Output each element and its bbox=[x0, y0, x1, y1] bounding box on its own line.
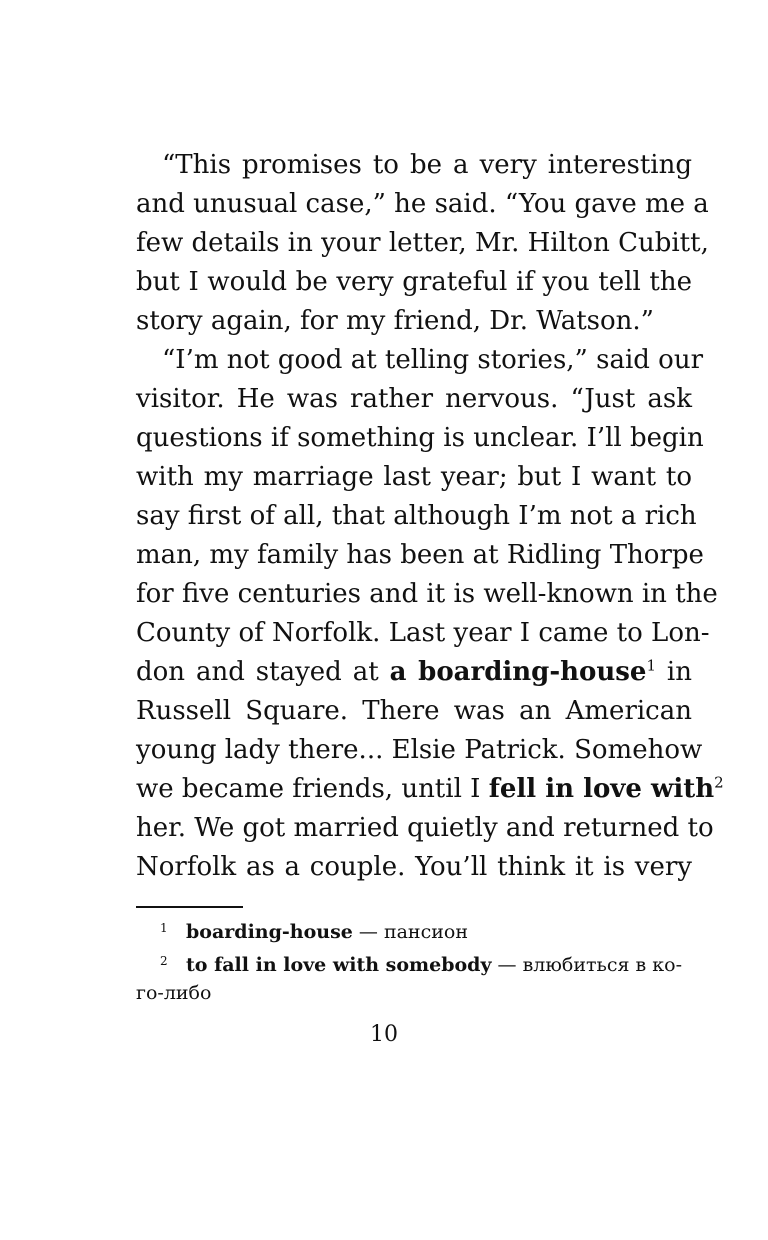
footnote-definition: — пансион bbox=[352, 921, 469, 943]
footnote-marker: 2 bbox=[160, 954, 168, 968]
footnote-reference: 1 bbox=[646, 656, 657, 675]
footnote-reference: 2 bbox=[714, 773, 724, 792]
footnote-term: to fall in love with somebody bbox=[186, 954, 492, 976]
footnote-item bbox=[136, 947, 692, 1006]
text-line: with my marriage last year; but I want to bbox=[136, 462, 692, 492]
text-line: “This promises to be a very interesting bbox=[162, 150, 692, 180]
text-line: man, my family has been at Ridling Thorpe bbox=[136, 540, 704, 570]
text-line: and unusual case,” he said. “You gave me a bbox=[136, 189, 709, 219]
footnote-continuation: го-либо bbox=[136, 982, 212, 1004]
text-line: Norfolk as a couple. You’ll think it is very bbox=[136, 852, 692, 882]
glossary-term: fell in love with bbox=[488, 774, 715, 804]
footnote-term: boarding-house bbox=[186, 921, 353, 943]
glossary-term: a boarding-house bbox=[389, 657, 647, 687]
text-fragment: don and stayed at bbox=[136, 657, 390, 687]
text-line: County of Norfolk. Last year I came to Lon- bbox=[136, 618, 710, 648]
text-line: questions if something is unclear. I’ll begin bbox=[136, 423, 704, 453]
text-line: “I’m not good at telling stories,” said our bbox=[162, 345, 703, 375]
footnote-marker: 1 bbox=[160, 921, 168, 935]
footnote-item bbox=[136, 914, 692, 947]
text-line: story again, for my friend, Dr. Watson.” bbox=[136, 306, 654, 336]
main-text bbox=[136, 146, 724, 887]
footnotes bbox=[136, 914, 692, 1006]
text-line: say first of all, that although I’m not a rich bbox=[136, 501, 697, 531]
text-line-with-note bbox=[136, 653, 692, 692]
text-line: her. We got married quietly and returned to bbox=[136, 813, 714, 843]
text-line-with-note bbox=[136, 770, 724, 809]
text-line: young lady there... Elsie Patrick. Somehow bbox=[136, 735, 703, 765]
text-fragment: we became friends, until I bbox=[136, 774, 489, 804]
text-line: but I would be very grateful if you tell the bbox=[136, 267, 692, 297]
page-number: 10 bbox=[370, 1022, 398, 1047]
text-fragment: in bbox=[656, 657, 692, 687]
text-line: visitor. He was rather nervous. “Just ask bbox=[136, 384, 692, 414]
footnote-definition: — влюбиться в ко- bbox=[491, 954, 682, 976]
text-line: few details in your letter, Mr. Hilton Cubitt, bbox=[136, 228, 709, 258]
footnote-divider bbox=[136, 906, 243, 908]
text-line: Russell Square. There was an American bbox=[136, 696, 692, 726]
text-line: for five centuries and it is well-known in the bbox=[136, 579, 718, 609]
